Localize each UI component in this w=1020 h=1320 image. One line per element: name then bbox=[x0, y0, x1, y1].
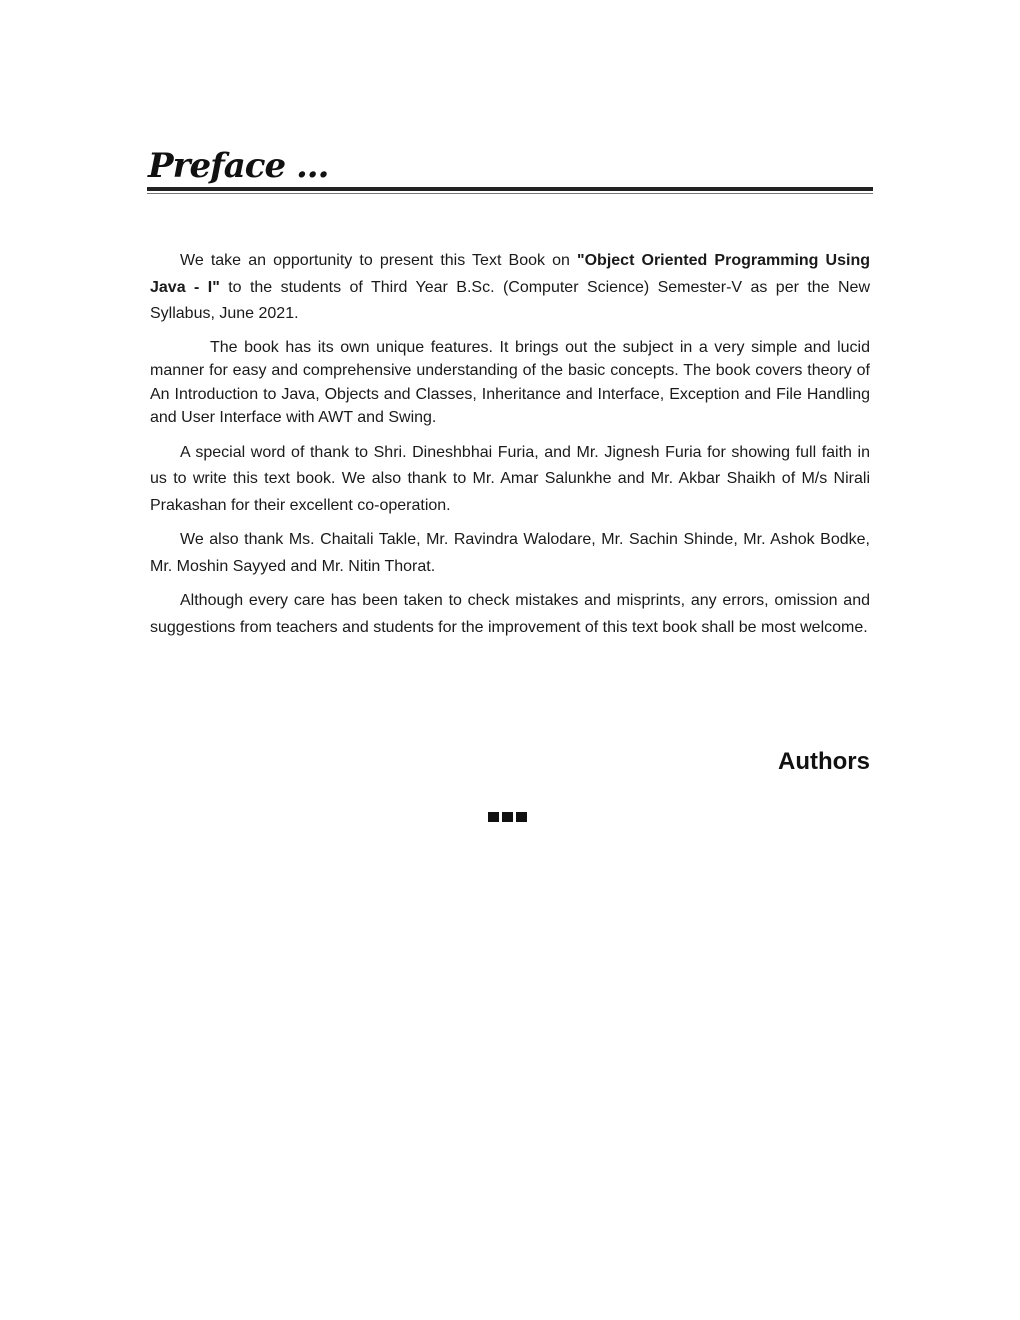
paragraph-features: The book has its own unique features. It brings out the subject in a very simple and lucid manner for easy and comprehensive understanding of the basic concepts. The book covers theory of An Introduction to Java, Objects and Classes, Inheritance and Interface, Exception and File Handling and User Interface with AWT and Swing. bbox=[150, 338, 870, 426]
title-divider-thin bbox=[147, 193, 873, 194]
preface-body bbox=[150, 248, 870, 649]
authors-signature: Authors bbox=[778, 748, 870, 775]
paragraph-intro-lead: We take an opportunity to present this Text Book on bbox=[180, 252, 578, 269]
book-title-emphasis: "Object Oriented Programming Using Java - I" bbox=[150, 252, 870, 296]
paragraph-thanks-publishers: A special word of thank to Shri. Dineshbhai Furia, and Mr. Jignesh Furia for showing full faith in us to write this text book. We also thank to Mr. Amar Salunkhe and Mr. Akbar Shaikh of M/s Nirali Prakashan for their excellent co-operation. bbox=[150, 443, 870, 514]
paragraph-intro bbox=[150, 248, 870, 328]
end-mark-square bbox=[502, 812, 513, 822]
end-mark-square bbox=[488, 812, 499, 822]
paragraph-intro-tail: to the students of Third Year B.Sc. (Computer Science) Semester-V as per the New Syllabus, June 2021. bbox=[150, 278, 870, 322]
end-of-section-icon bbox=[488, 812, 527, 822]
paragraph-thanks-colleagues: We also thank Ms. Chaitali Takle, Mr. Ravindra Walodare, Mr. Sachin Shinde, Mr. Ashok Bodke, Mr. Moshin Sayyed and Mr. Nitin Thorat. bbox=[150, 531, 870, 575]
title-divider bbox=[147, 187, 873, 191]
page-title: Preface ... bbox=[148, 146, 329, 186]
end-mark-square bbox=[516, 812, 527, 822]
paragraph-suggestions: Although every care has been taken to check mistakes and misprints, any errors, omission and suggestions from teachers and students for the improvement of this text book shall be most welcome. bbox=[150, 592, 870, 636]
